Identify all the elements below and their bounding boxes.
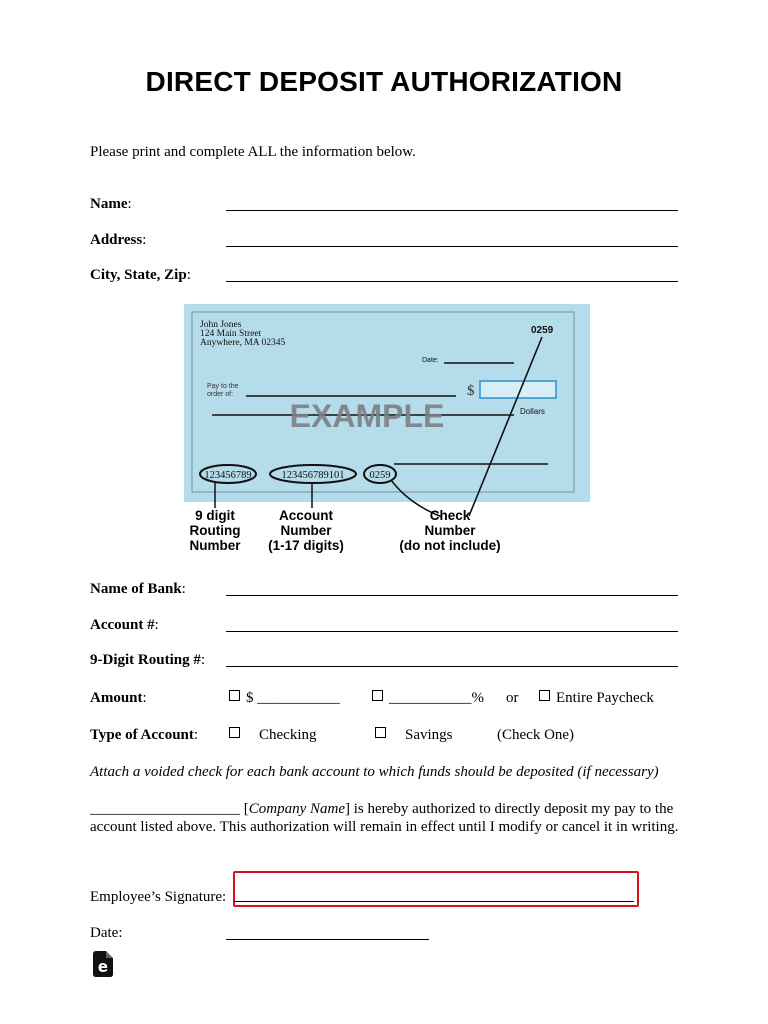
checking-checkbox[interactable] (229, 727, 240, 738)
amount-percent-option: ___________% (389, 690, 484, 706)
account-caption: Account Number (1-17 digits) (268, 508, 344, 553)
name-field[interactable] (226, 210, 678, 211)
address-field[interactable] (226, 246, 678, 247)
routing-number-label: 9-Digit Routing #: (90, 652, 206, 668)
check-number-caption: Check Number (do not include) (399, 508, 501, 553)
check-number-text: 0259 (531, 325, 554, 336)
bank-name-label: Name of Bank: (90, 581, 186, 597)
entire-paycheck-option: Entire Paycheck (556, 690, 654, 706)
city-state-zip-label: City, State, Zip: (90, 267, 191, 283)
company-blank[interactable]: ____________________ (90, 801, 240, 817)
name-label: Name: (90, 196, 132, 212)
owner-city-text: Anywhere, MA 02345 (200, 338, 286, 348)
address-label: Address: (90, 232, 147, 248)
dollar-sign-text: $ (467, 383, 475, 399)
authorization-paragraph: ____________________ [Company Name] is hereby authorized to directly deposit my pay to the account listed above. This authorization will remain in effect until I modify or cancel it in writing. (90, 801, 679, 835)
amount-percent-checkbox[interactable] (372, 690, 383, 701)
micr-check-text: 0259 (369, 470, 391, 481)
owner-street-text: 124 Main Street (200, 329, 262, 339)
date-field[interactable] (226, 939, 429, 940)
bank-name-field[interactable] (226, 595, 678, 596)
amount-or-text: or (506, 690, 519, 706)
example-watermark: EXAMPLE (289, 398, 445, 434)
payto-text-2: order of: (207, 391, 234, 398)
form-title: DIRECT DEPOSIT AUTHORIZATION (145, 66, 623, 97)
owner-name-text: John Jones (200, 320, 242, 330)
amount-label: Amount: (90, 690, 147, 706)
amount-dollar-option: $ ___________ (246, 690, 340, 706)
entire-paycheck-checkbox[interactable] (539, 690, 550, 701)
city-state-zip-field[interactable] (226, 281, 678, 282)
savings-option: Savings (405, 727, 453, 743)
date-label: Date: (90, 925, 123, 941)
signature-line (234, 901, 634, 902)
savings-checkbox[interactable] (375, 727, 386, 738)
dollars-text: Dollars (520, 407, 545, 416)
check-one-note: (Check One) (497, 727, 575, 743)
amount-dollar-checkbox[interactable] (229, 690, 240, 701)
account-number-label: Account #: (90, 617, 159, 633)
account-number-text: 123456789101 (281, 470, 345, 481)
intro-text: Please print and complete ALL the information below. (90, 144, 416, 160)
attach-check-note: Attach a voided check for each bank account to which funds should be deposited (if necessary) (90, 764, 659, 780)
routing-caption: 9 digit Routing Number (189, 508, 241, 553)
payto-text-1: Pay to the (207, 383, 239, 390)
checking-option: Checking (259, 727, 317, 743)
routing-number-field[interactable] (226, 666, 678, 667)
eforms-logo-icon (93, 951, 113, 977)
signature-label: Employee’s Signature: (90, 889, 227, 905)
routing-number-text: 123456789 (204, 470, 252, 481)
company-name-placeholder: Company Name (248, 801, 345, 817)
authorization-text: is hereby authorized to directly deposit my pay to the account listed above. This authorization will remain in effect until I modify or cancel it in writing. (90, 801, 679, 835)
account-type-label: Type of Account: (90, 727, 199, 743)
date-text: Date: (422, 357, 439, 364)
account-number-field[interactable] (226, 631, 678, 632)
